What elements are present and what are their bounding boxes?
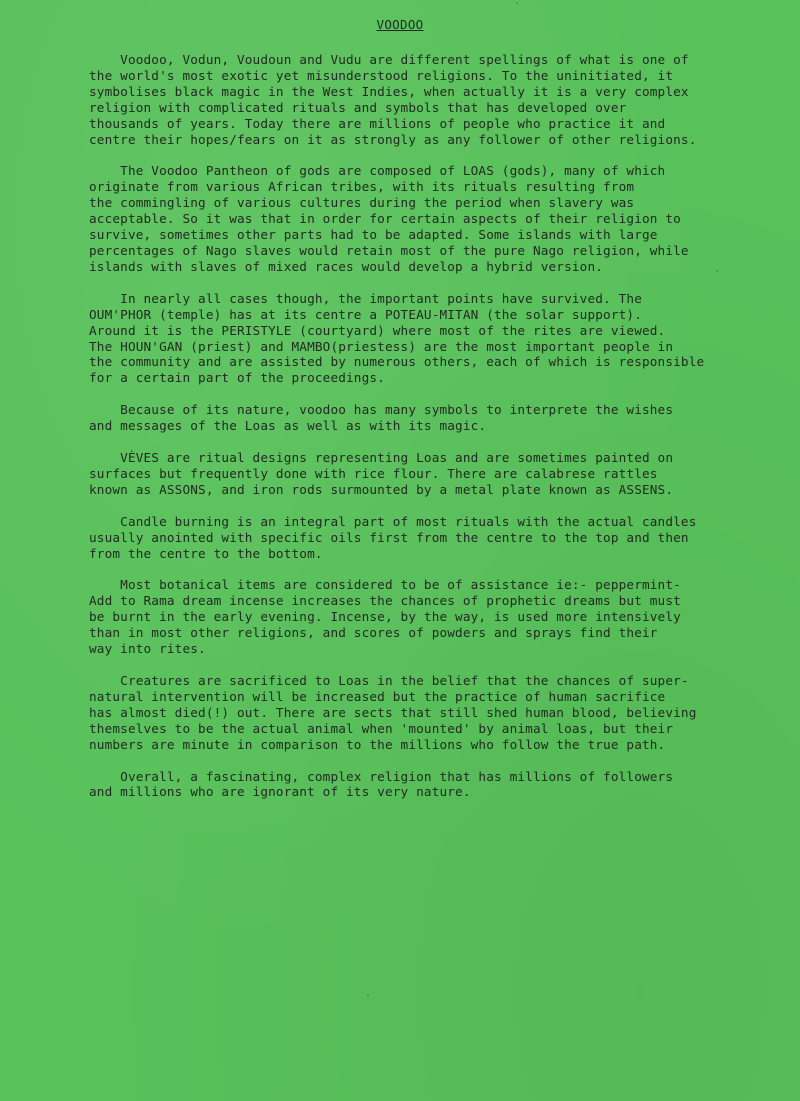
document-title: VOODOO <box>376 17 424 32</box>
paragraph-veves: VÈVES are ritual designs representing Loas and are sometimes painted on surfaces but frequently done with rice flour. There are calabrese rattles known as ASSONS, and iron rods surmounted by a metal plate known as ASSENS. <box>89 450 674 497</box>
paragraph-symbols: Because of its nature, voodoo has many symbols to interprete the wishes and messages of the Loas as well as with its magic. <box>89 402 674 434</box>
paragraph-candles: Candle burning is an integral part of most rituals with the actual candles usually anointed with specific oils first from the centre to the top and then from the centre to the bottom. <box>89 513 697 561</box>
paper-speck <box>536 60 538 62</box>
paper-speck <box>367 994 369 996</box>
document-body <box>89 52 789 816</box>
paragraph-sacrifice: Creatures are sacrificed to Loas in the belief that the chances of super- natural intervention will be increased but the practice of human sacrifice has almost died(!) out. There are sects that still shed human blood, believing themselves to be the actual animal when 'mounted' by animal loas, but their numbers are minute in comparison to the millions who follow the true path. <box>89 673 697 752</box>
paper-speck <box>516 2 518 4</box>
paper-speck <box>716 270 718 272</box>
paragraph-botanical: Most botanical items are considered to be of assistance ie:- peppermint- Add to Rama dream incense increases the chances of prophetic dreams but must be burnt in the early evening. Incense, by the way, is used more intensively than in most other religions, and scores of powders and sprays find their way into rites. <box>89 577 681 657</box>
paragraph-voodoo-intro: Voodoo, Vodun, Voudoun and Vudu are different spellings of what is one of the world's most exotic yet misunderstood religions. To the uninitiated, it symbolises black magic in the West Indies, when actually it is a very complex religion with complicated rituals and symbols that has developed over thousands of years. Today there are millions of people who practice it and centre their hopes/fears on it as strongly as any follower of other religions. <box>89 52 697 147</box>
paragraph-temple: In nearly all cases though, the important points have survived. The OUM'PHOR (temple) has at its centre a POTEAU-MITAN (the solar support). Around it is the PERISTYLE (courtyard) where most of the rites are viewed. The HOUN'GAN (priest) and MAMBO(priestess) are the most important people in the community and are assisted by numerous others, each of which is responsible for a certain part of the proceedings. <box>89 290 705 386</box>
paragraph-pantheon: The Voodoo Pantheon of gods are composed of LOAS (gods), many of which originate from various African tribes, with its rituals resulting from the commingling of various cultures during the period when slavery was acceptable. So it was that in order for certain aspects of their religion to survive, sometimes other parts had to be adapted. Some islands with large percentages of Nago slaves would retain most of the pure Nago religion, while islands with slaves of mixed races would develop a hybrid version. <box>89 163 689 274</box>
paragraph-conclusion: Overall, a fascinating, complex religion that has millions of followers and millions who are ignorant of its very nature. <box>89 768 674 800</box>
